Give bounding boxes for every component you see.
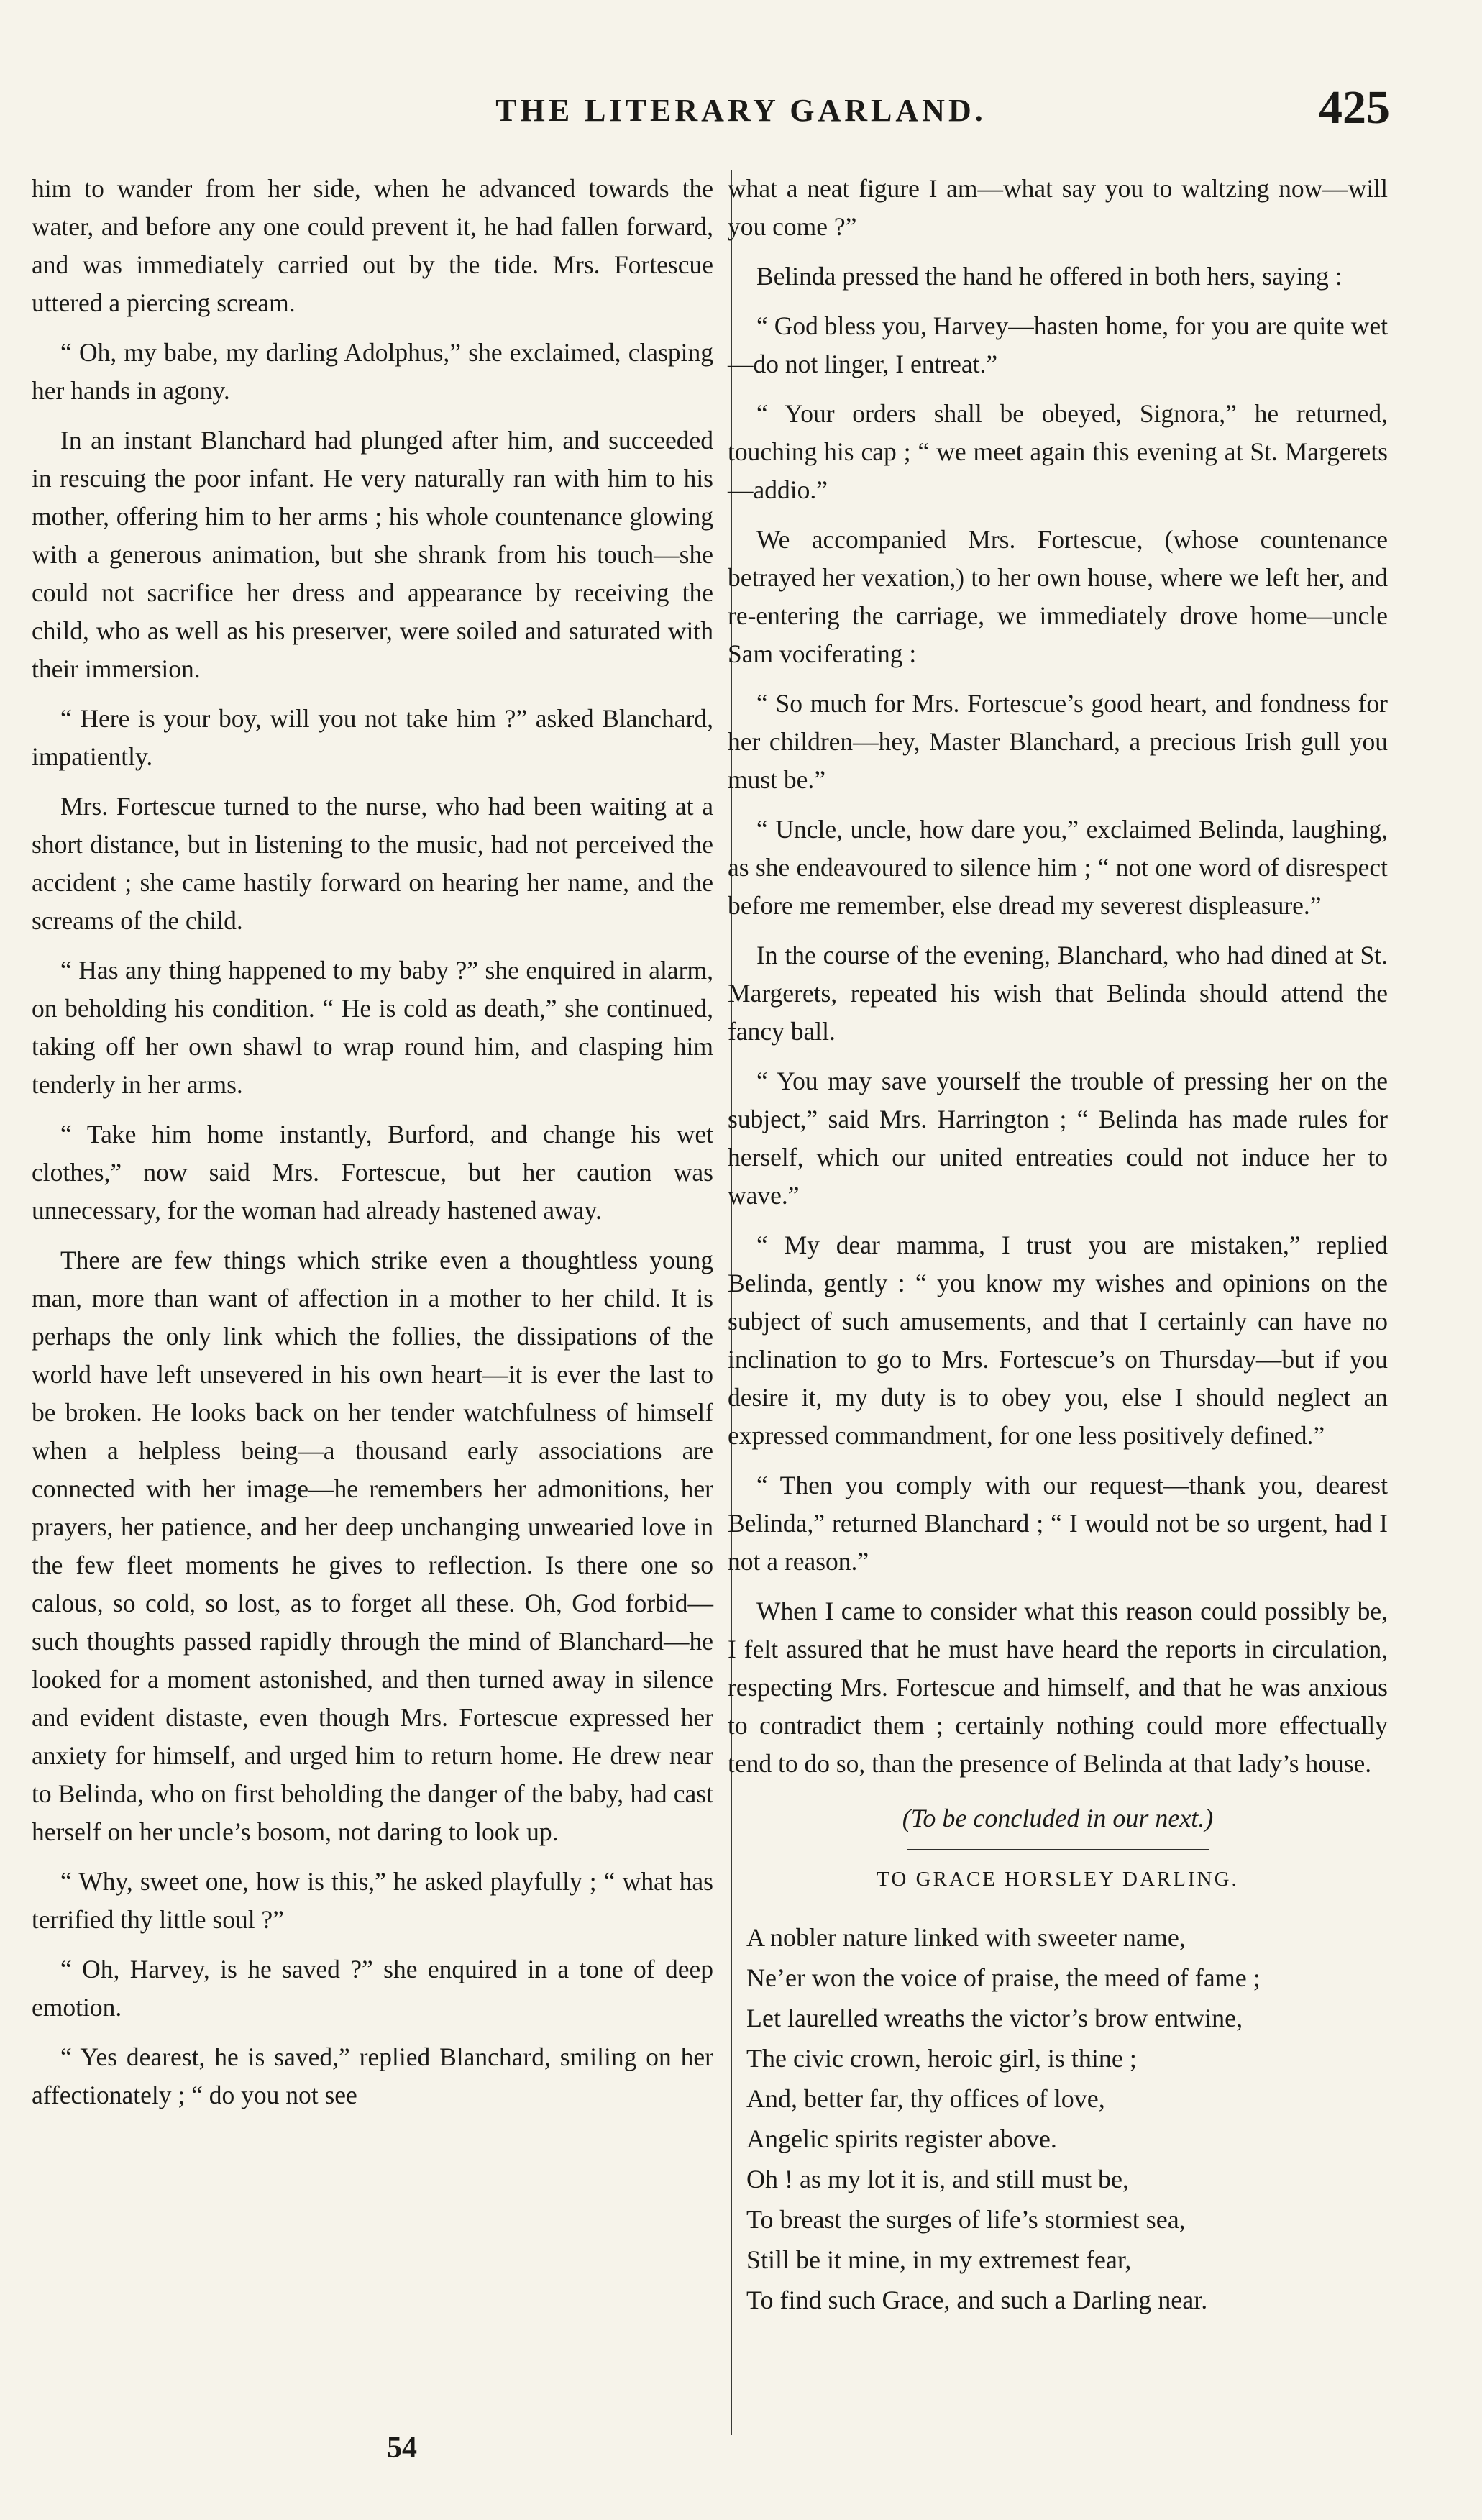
paragraph: When I came to consider what this reason could possibly be, I felt assured that he must have heard the reports in circulation, respecting Mrs. Fortescue and himself, and that he was anxious to contradict them ; certainly nothing could more effectually tend to do so, than the presence of Belinda at that lady’s house. — [728, 1597, 1388, 1778]
paragraph: Belinda pressed the hand he offered in both hers, saying : — [756, 262, 1343, 291]
right-column — [728, 170, 1388, 2320]
section-divider — [907, 1849, 1209, 1850]
paragraph: him to wander from her side, when he advanced towards the water, and before any one could prevent it, he had fallen forward, and was immediately carried out by the tide. Mrs. Fortescue uttered a piercing scream. — [32, 174, 713, 317]
paragraph: “ Take him home instantly, Burford, and change his wet clothes,” now said Mrs. Fortescue, but her caution was unnecessary, for the woman had already hastened away. — [32, 1120, 713, 1225]
paragraph: “ Has any thing happened to my baby ?” she enquired in alarm, on beholding his condition. “ He is cold as death,” she continued, taking off her own shawl to wrap round him, and clasping him tenderly in her arms. — [32, 956, 713, 1099]
poem-line: To breast the surges of life’s stormiest sea, — [746, 2205, 1186, 2234]
paragraph: “ Here is your boy, will you not take him ?” asked Blanchard, impatiently. — [32, 704, 713, 771]
poem-line: Still be it mine, in my extremest fear, — [746, 2245, 1132, 2274]
poem-line: Ne’er won the voice of praise, the meed of fame ; — [746, 1963, 1261, 1992]
paragraph: In an instant Blanchard had plunged after him, and succeeded in rescuing the poor infant. He very naturally ran with him to his mother, offering him to her arms ; his whole countenance glowing with a generous animation, but she shrank from his touch—she could not sacrifice her dress and appearance by receiving the child, who as well as his preserver, were soiled and saturated with their immersion. — [32, 426, 713, 683]
page-number: 425 — [1319, 81, 1390, 134]
paragraph: “ Your orders shall be obeyed, Signora,” he returned, touching his cap ; “ we meet again this evening at St. Margerets—addio.” — [728, 399, 1388, 504]
paragraph: “ You may save yourself the trouble of pressing her on the subject,” said Mrs. Harrington ; “ Belinda has made rules for herself, which our united entreaties could not induce her to wave.” — [728, 1067, 1388, 1210]
poem-line: Let laurelled wreaths the victor’s brow entwine, — [746, 2004, 1243, 2032]
paragraph: “ God bless you, Harvey—hasten home, for you are quite wet—do not linger, I entreat.” — [728, 311, 1388, 378]
poem-line: To find such Grace, and such a Darling near. — [746, 2286, 1208, 2314]
paragraph: There are few things which strike even a thoughtless young man, more than want of affection in a mother to her child. It is perhaps the only link which the follies, the dissipations of the world have left unsevered in his own heart—it is ever the last to be broken. He looks back on her tender watchfulness of himself when a helpless being—a thousand early associations are connected with her image—he remembers her admonitions, her prayers, her patience, and her deep unchanging unwearied love in the few fleet moments he gives to reflection. Is there one so calous, so cold, so lost, as to forget all these. Oh, God forbid—such thoughts passed rapidly through the mind of Blanchard—he looked for a moment astonished, and then turned away in silence and evident distaste, even though Mrs. Fortescue expressed her anxiety for himself, and urged him to return home. He drew near to Belinda, who on first beholding the danger of the baby, had cast herself on her uncle’s bosom, not daring to look up. — [32, 1246, 713, 1846]
poem-line: A nobler nature linked with sweeter name, — [746, 1923, 1186, 1952]
paragraph: In the course of the evening, Blanchard, who had dined at St. Margerets, repeated his wish that Belinda should attend the fancy ball. — [728, 941, 1388, 1046]
paragraph: “ Oh, Harvey, is he saved ?” she enquired in a tone of deep emotion. — [32, 1955, 713, 2022]
paragraph: “ Why, sweet one, how is this,” he asked playfully ; “ what has terrified thy little soul ?” — [32, 1867, 713, 1934]
paragraph: “ Oh, my babe, my darling Adolphus,” she exclaimed, clasping her hands in agony. — [32, 338, 713, 405]
left-column — [32, 170, 713, 2126]
paragraph: “ Then you comply with our request—thank you, dearest Belinda,” returned Blanchard ; “ I would not be so urgent, had I not a reason.” — [728, 1471, 1388, 1576]
paragraph: We accompanied Mrs. Fortescue, (whose countenance betrayed her vexation,) to her own house, where we left her, and re-entering the carriage, we immediately drove home—uncle Sam vociferating : — [728, 525, 1388, 668]
paragraph: “ Yes dearest, he is saved,” replied Blanchard, smiling on her affectionately ; “ do you not see — [32, 2042, 713, 2109]
poem-title: TO GRACE HORSLEY DARLING. — [877, 1868, 1239, 1891]
running-title: THE LITERARY GARLAND. — [495, 93, 987, 128]
paragraph: Mrs. Fortescue turned to the nurse, who had been waiting at a short distance, but in listening to the music, had not perceived the accident ; she came hastily forward on hearing her name, and the screams of the child. — [32, 792, 713, 935]
signature-mark: 54 — [387, 2432, 417, 2465]
poem — [728, 1868, 1388, 2320]
paragraph: “ Uncle, uncle, how dare you,” exclaimed Belinda, laughing, as she endeavoured to silence him ; “ not one word of disrespect before me remember, else dread my severest displeasure.” — [728, 815, 1388, 920]
poem-line: Oh ! as my lot it is, and still must be, — [746, 2165, 1129, 2193]
continuation-note: (To be concluded in our next.) — [902, 1804, 1214, 1832]
poem-line: Angelic spirits register above. — [746, 2124, 1057, 2153]
poem-line: And, better far, thy offices of love, — [746, 2084, 1105, 2113]
page-header — [0, 81, 1482, 138]
paragraph: “ So much for Mrs. Fortescue’s good heart, and fondness for her children—hey, Master Blanchard, a precious Irish gull you must be.” — [728, 689, 1388, 794]
paragraph: “ My dear mamma, I trust you are mistaken,” replied Belinda, gently : “ you know my wishes and opinions on the subject of such amusements, and that I certainly can have no inclination to go to Mrs. Fortescue’s on Thursday—but if you desire it, my duty is to obey you, else I should neglect an expressed commandment, for one less positively defined.” — [728, 1231, 1388, 1450]
paragraph: what a neat figure I am—what say you to waltzing now—will you come ?” — [728, 174, 1388, 241]
poem-line: The civic crown, heroic girl, is thine ; — [746, 2044, 1137, 2073]
